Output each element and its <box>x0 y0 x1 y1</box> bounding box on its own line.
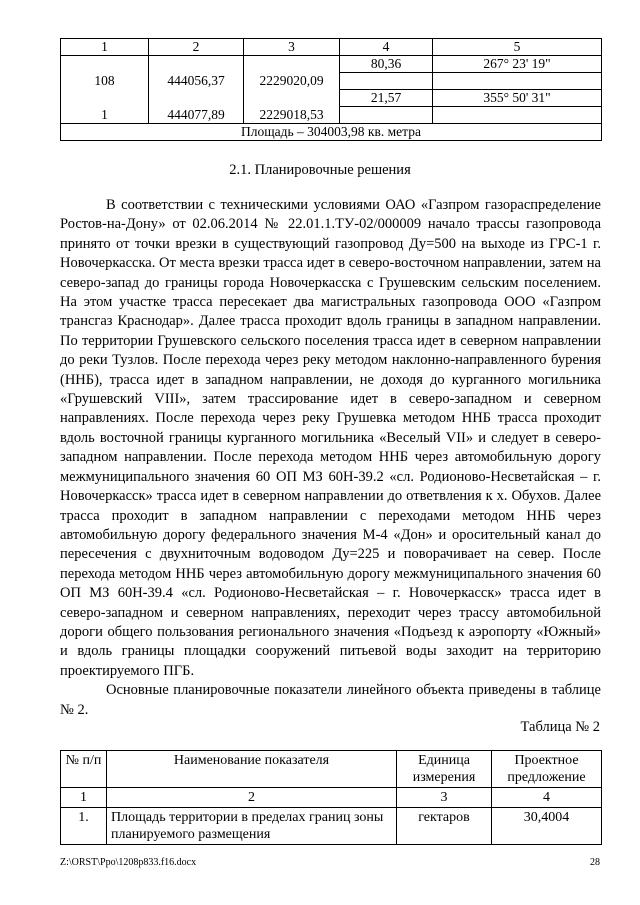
table-cell: 108 <box>61 73 149 90</box>
table-cell: Площадь территории в пределах границ зоны планируемого размещения <box>107 808 397 845</box>
table-cell: 80,36 <box>340 56 433 73</box>
table-cell: 5 <box>433 39 602 56</box>
paragraph: Основные планировочные показатели линейного объекта приведены в таблице № 2. <box>60 682 601 718</box>
body-text <box>60 196 601 720</box>
table-cell <box>244 56 340 73</box>
table-cell: 2229020,09 <box>244 73 340 90</box>
table-cell <box>433 73 602 90</box>
table-row <box>61 107 602 124</box>
table-cell: 21,57 <box>340 90 433 107</box>
table-cell: 2229018,53 <box>244 107 340 124</box>
indicators-table <box>60 750 602 845</box>
table-cell: 30,4004 <box>492 808 602 845</box>
table-cell: 3 <box>244 39 340 56</box>
table-caption: Таблица № 2 <box>520 719 600 735</box>
table-cell <box>340 107 433 124</box>
table-row <box>61 808 602 845</box>
table-row <box>61 39 602 56</box>
table-cell: 444056,37 <box>149 73 244 90</box>
table-cell <box>61 90 149 107</box>
table-cell <box>149 56 244 73</box>
table-cell <box>244 90 340 107</box>
coordinates-table <box>60 38 602 141</box>
table-header-cell: Проектное предложение <box>492 751 602 788</box>
table-cell <box>340 73 433 90</box>
page-number: 28 <box>590 857 600 868</box>
table-cell: 4 <box>492 788 602 808</box>
table-header-row <box>61 751 602 788</box>
section-heading: 2.1. Планировочные решения <box>229 162 411 178</box>
table-cell: 3 <box>397 788 492 808</box>
table-header-cell: № п/п <box>61 751 107 788</box>
table-header-cell: Единица измерения <box>397 751 492 788</box>
table-cell: 1 <box>61 39 149 56</box>
table-row <box>61 90 602 107</box>
table-cell: 1. <box>61 808 107 845</box>
table-row <box>61 73 602 90</box>
table-cell <box>433 107 602 124</box>
table-row <box>61 124 602 141</box>
table-cell <box>61 56 149 73</box>
table-cell: 2 <box>149 39 244 56</box>
table-cell: 355° 50' 31" <box>433 90 602 107</box>
table-cell: 2 <box>107 788 397 808</box>
table-cell <box>149 90 244 107</box>
footer-file-path: Z:\ORST\Ppo\1208p833.f16.docx <box>60 857 197 868</box>
table-cell: 444077,89 <box>149 107 244 124</box>
table-cell: гектаров <box>397 808 492 845</box>
table-header-cell: Наименование показателя <box>107 751 397 788</box>
paragraph: В соответствии с техническими условиями ОАО «Газпром газораспределение Ростов-на-Дону» от 02.06.2014 № 22.01.1.ТУ-02/000009 начало трассы газопровода принято от точки врезки в существующий газопровод Ду=500 на выходе из ГРС-1 г. Новочеркасска. От места врезки трасса идет в северо-восточном направлении, затем на северо-запад до границы города Новочеркасска с Грушевским сельским поселением. На этом участке трасса пересекает два магистральных газопровода ООО «Газпром трансгаз Краснодар». Далее трасса проходит вдоль границы в западном направлении. По территории Грушевского сельского поселения трасса идет в северном направлении до реки Тузлов. После перехода через реку методом наклонно-направленного бурения (ННБ), трасса идет в западном направлении, не доходя до курганного могильника «Грушевский VIII», затем трассирование идет в северо-западном и северном направлениях. После перехода через реку Грушевка методом ННБ трасса проходит вдоль восточной границы курганного могильника «Веселый VII» и следует в северо-западном направлении. После перехода методом ННБ через автомобильную дорогу межмуниципального значения 60 ОП МЗ 60Н-39.2 «сл. Родионово-Несветайская – г. Новочеркасск» трасса идет в северном направлении до ответвления к х. Обухов. Далее трасса проходит в западном направлении с переходами методом ННБ через автомобильную дорогу федерального значения М-4 «Дон» и оросительный канал до пересечения с двухниточным водоводом Ду=225 и поворачивает на север. После перехода методом ННБ через автомобильную дорогу межмуниципального значения 60 ОП МЗ 60Н-39.4 «сл. Родионово-Несветайская – г. Новочеркасск» трасса идет в северо-западном и северном направлениях, переходит через трассу автомобильной дороги общего пользования регионального значения «Подъезд к аэропорту «Южный» и вдоль границы площадки сооружений питьевой воды заходит на территорию проектируемого ПГБ. <box>60 197 601 679</box>
table-cell: 4 <box>340 39 433 56</box>
table-row <box>61 56 602 73</box>
table-cell: 1 <box>61 788 107 808</box>
table-cell: 1 <box>61 107 149 124</box>
table-cell: 267° 23' 19" <box>433 56 602 73</box>
area-total-cell: Площадь – 304003,98 кв. метра <box>61 124 602 141</box>
table-row <box>61 788 602 808</box>
